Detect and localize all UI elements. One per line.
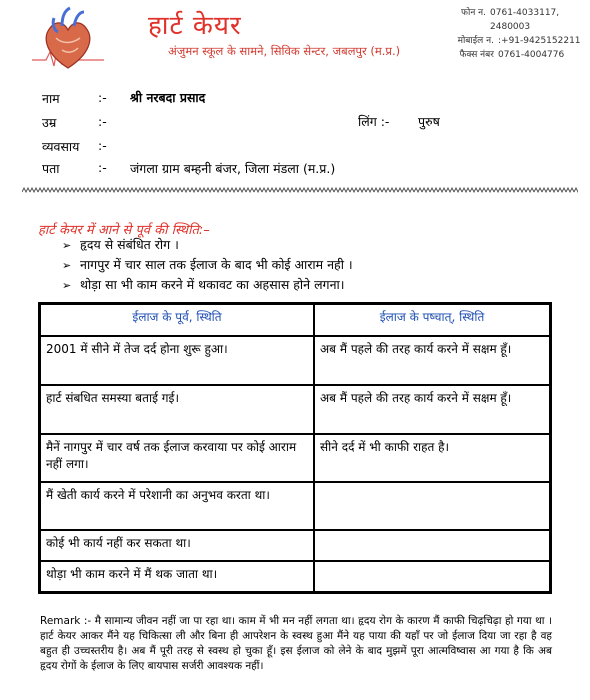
age-separator: :- bbox=[98, 114, 107, 129]
remark-paragraph bbox=[40, 614, 552, 674]
cell-before: मैनें नागपुर में चार वर्ष तक ईलाज करवाया पर कोई आराम नहीं लगा। bbox=[40, 434, 314, 482]
gender-value: पुरुष bbox=[418, 114, 440, 129]
fax-value: 0761-4004776 bbox=[498, 50, 565, 60]
cell-before: हार्ट संबधित समस्या बताई गई। bbox=[40, 385, 314, 434]
decorative-divider bbox=[22, 186, 578, 195]
remark-label: Remark :- bbox=[40, 615, 92, 627]
mobile-label: मोबाईल न. bbox=[457, 36, 494, 46]
cell-before: कोई भी कार्य नहीं कर सकता था। bbox=[40, 530, 314, 561]
cell-after bbox=[314, 561, 550, 592]
mobile-value: :+91-9425152211 bbox=[498, 36, 581, 46]
remark-text: मै सामान्य जीवन नहीं जा पा रहा था। काम में भी मन नहीं लगता था। हृदय रोग के कारण मैं काफी चिढ़चिढ़ा हो गया था । हार्ट केयर आकर मैंने यह चिकित्सा ली और बिना ही आपरेशन के स्वस्थ हुआ मैंने यह पाया की यहाँ पर जो ईलाज दिया जा रहा है वह बहुत ही उच्चस्तरीय है। अब मैं पूरी तरह से स्वस्थ हो चुका हूँ। इस ईलाज को लेने के बाद मुझमें पूरा आत्मविष्वास आ गया है कि अब हृदय रोगों के ईलाज के लिए बायपास सर्जरी आवश्यक नहीं। bbox=[40, 615, 553, 672]
arrow-right-icon: ➢ bbox=[62, 239, 72, 252]
fax-label: फैक्स नंबर bbox=[459, 50, 494, 60]
age-label: उम्र bbox=[42, 115, 57, 130]
table-row bbox=[40, 482, 550, 530]
cell-after bbox=[314, 530, 550, 561]
cell-after: अब मैं पहले की तरह कार्य करने में सक्षम हूँ। bbox=[314, 336, 550, 385]
cell-before: मैं खेती कार्य करने में परेशानी का अनुभव करता था। bbox=[40, 482, 314, 530]
table-row bbox=[40, 561, 550, 592]
table-row bbox=[40, 434, 550, 482]
address-separator: :- bbox=[98, 160, 107, 175]
patient-address: जंगला ग्राम बम्हनी बंजर, जिला मंडला (म.प्र.) bbox=[130, 161, 336, 176]
cell-before: 2001 में सीने में तेज दर्द होना शुरू हुआ। bbox=[40, 336, 314, 385]
header-after-treatment: ईलाज के पष्चात्, स्थिति bbox=[314, 304, 550, 336]
occupation-label: व्यवसाय bbox=[42, 139, 80, 154]
phone-label: फोन न. bbox=[461, 8, 487, 18]
arrow-right-icon: ➢ bbox=[62, 279, 72, 292]
heart-anatomy-logo bbox=[32, 4, 104, 76]
cell-before: थोड़ा भी काम करने में मैं थक जाता था। bbox=[40, 561, 314, 592]
address-label: पता bbox=[42, 161, 60, 176]
arrow-right-icon: ➢ bbox=[62, 259, 72, 272]
treatment-comparison-table bbox=[38, 302, 552, 594]
cell-after: सीने दर्द में भी काफी राहत है। bbox=[314, 434, 550, 482]
table-header-row bbox=[40, 304, 550, 336]
table-row bbox=[40, 336, 550, 385]
phone-value: 0761-4033117, 2480003 bbox=[490, 8, 560, 32]
bullet-text: हृदय से संबंधित रोग । bbox=[80, 237, 179, 252]
bullet-text: नागपुर में चार साल तक ईलाज के बाद भी कोई आराम नही । bbox=[80, 257, 353, 272]
name-label: नाम bbox=[42, 91, 60, 106]
cell-after: अब मैं पहले की तरह कार्य करने में सक्षम हूँ। bbox=[314, 385, 550, 434]
header-before-treatment: ईलाज के पूर्व, स्थिति bbox=[40, 304, 314, 336]
before-condition-heading: हार्ट केयर में आने से पूर्व की स्थिति:– bbox=[38, 223, 210, 238]
bullet-item bbox=[62, 256, 353, 273]
bullet-item bbox=[62, 276, 345, 293]
bullet-item bbox=[62, 236, 179, 253]
gender-label: लिंग :- bbox=[358, 114, 390, 129]
clinic-name: हार्ट केयर bbox=[148, 11, 242, 41]
table-row bbox=[40, 530, 550, 561]
name-separator: :- bbox=[98, 90, 107, 105]
cell-after bbox=[314, 482, 550, 530]
contact-block bbox=[420, 6, 590, 62]
occupation-separator: :- bbox=[98, 138, 107, 153]
bullet-text: थोड़ा सा भी काम करने में थकावट का अहसास होने लगना। bbox=[80, 277, 345, 292]
patient-name: श्री नरबदा प्रसाद bbox=[130, 90, 206, 105]
table-row bbox=[40, 385, 550, 434]
clinic-address: अंजुमन स्कूल के सामने, सिविक सेन्टर, जबलपुर (म.प्र.) bbox=[168, 44, 401, 58]
